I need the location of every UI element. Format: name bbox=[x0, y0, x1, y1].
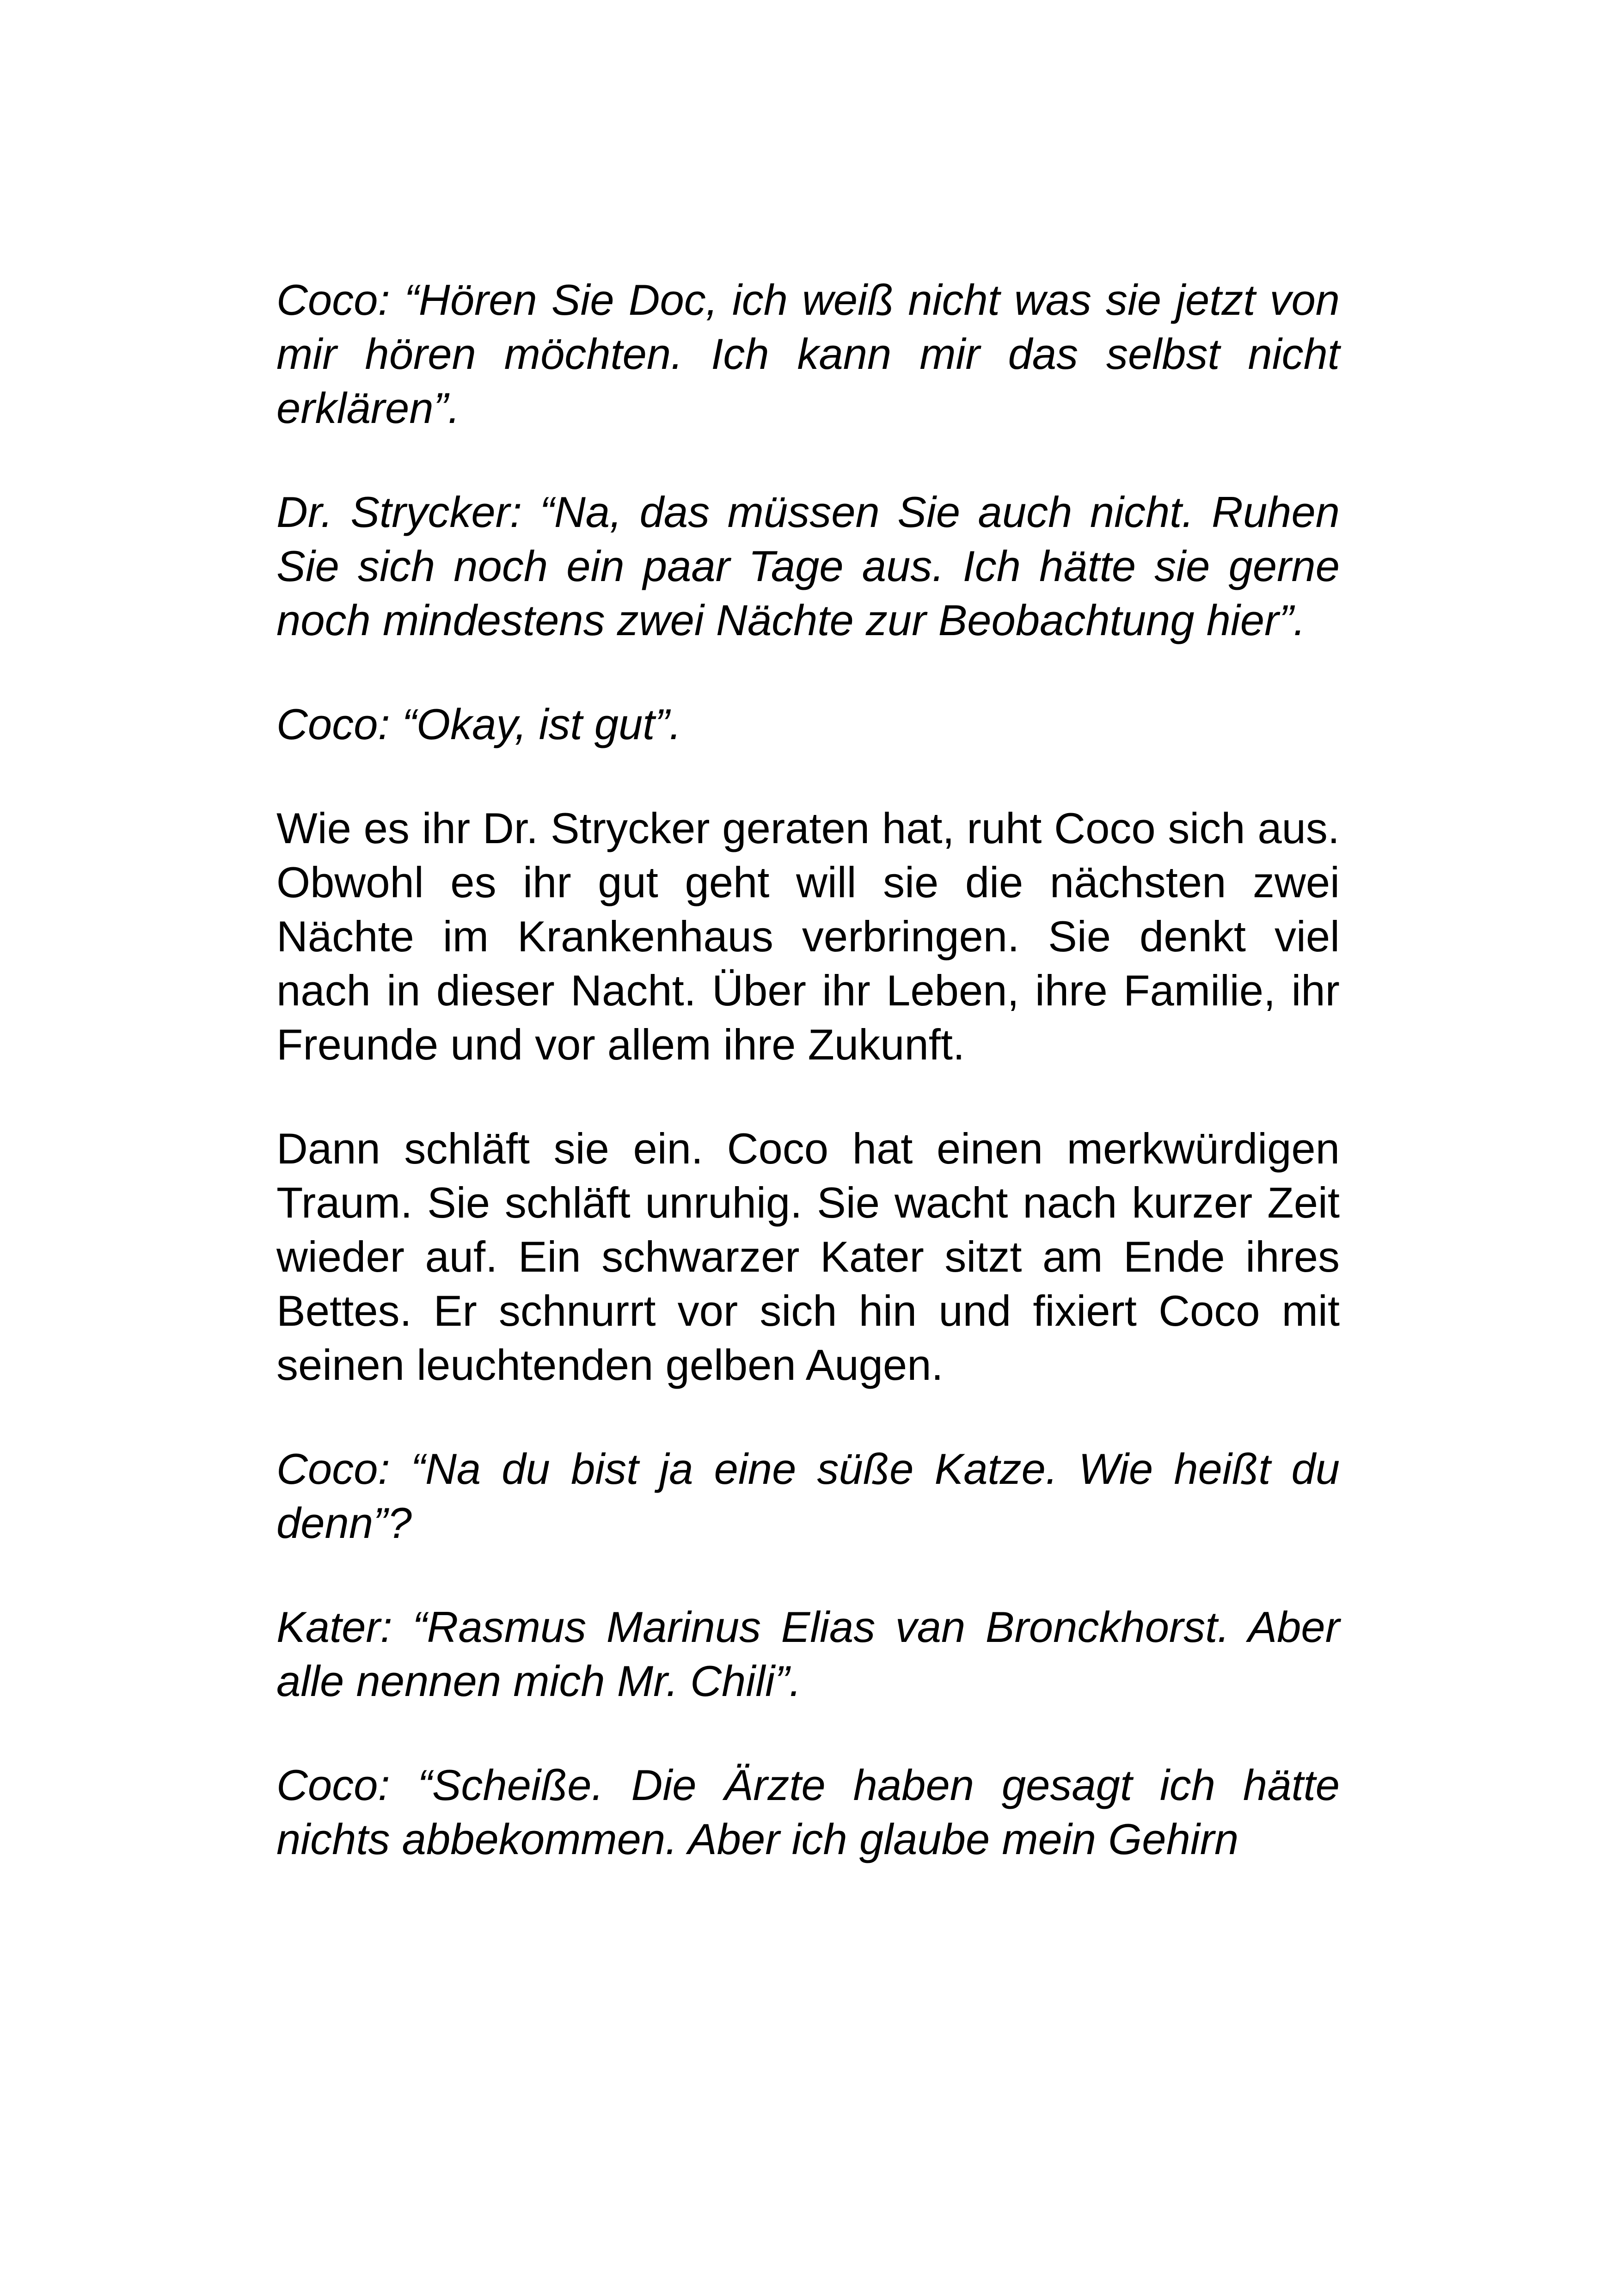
paragraph-dr-strycker: Dr. Strycker: “Na, das müssen Sie auch nicht. Ruhen Sie sich noch ein paar Tage aus. Ich hätte sie gerne noch mindestens zwei Nächte zur Beobachtung hier”. bbox=[276, 488, 1340, 644]
paragraph-coco-okay: Coco: “Okay, ist gut”. bbox=[276, 700, 681, 748]
body-text bbox=[276, 273, 1340, 1866]
paragraph-kater: Kater: “Rasmus Marinus Elias van Bronckhorst. Aber alle nennen mich Mr. Chili”. bbox=[276, 1603, 1340, 1705]
paragraph-coco-brain: Coco: “Scheiße. Die Ärzte haben gesagt ich hätte nichts abbekommen. Aber ich glaube mein Gehirn bbox=[276, 1761, 1340, 1863]
paragraph-narrative-dream: Dann schläft sie ein. Coco hat einen merkwürdigen Traum. Sie schläft unruhig. Sie wacht nach kurzer Zeit wieder auf. Ein schwarzer Kater sitzt am Ende ihres Bettes. Er schnurrt vor sich hin und fixiert Coco mit seinen leuchtenden gelben Augen. bbox=[276, 1124, 1340, 1389]
paragraph-coco-cat: Coco: “Na du bist ja eine süße Katze. Wie heißt du denn”? bbox=[276, 1445, 1340, 1547]
paragraph-coco-doc: Coco: “Hören Sie Doc, ich weiß nicht was sie jetzt von mir hören möchten. Ich kann mir das selbst nicht erklären”. bbox=[276, 276, 1340, 432]
paragraph-narrative-rest: Wie es ihr Dr. Strycker geraten hat, ruht Coco sich aus. Obwohl es ihr gut geht will sie die nächsten zwei Nächte im Krankenhaus verbringen. Sie denkt viel nach in dieser Nacht. Über ihr Leben, ihre Familie, ihr Freunde und vor allem ihre Zukunft. bbox=[276, 804, 1340, 1069]
